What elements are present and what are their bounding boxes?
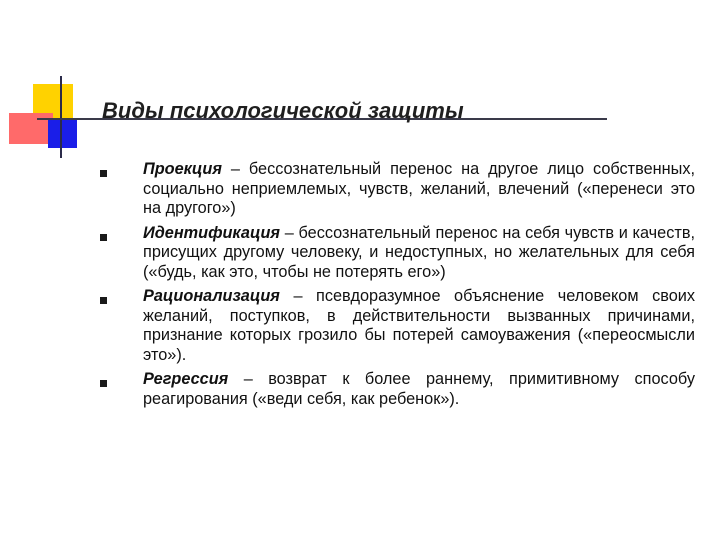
term-definition: – возврат к более раннему, примитивному способу реагирования («веди себя, как ребенок»). (143, 370, 695, 408)
slide-title: Виды психологической защиты (102, 98, 464, 123)
bullet-list (95, 160, 695, 414)
term-label: Проекция (143, 160, 222, 178)
bullet-item-regression (95, 370, 695, 409)
bullet-item-rationalization (95, 287, 695, 365)
bullet-item-projection (95, 160, 695, 219)
term-label: Рационализация (143, 287, 280, 305)
square-bullet-icon (100, 380, 107, 387)
term-label: Идентификация (143, 223, 280, 242)
term-label: Регрессия (143, 370, 229, 388)
square-bullet-icon (100, 170, 107, 177)
square-bullet-icon (100, 297, 107, 304)
bullet-item-identification (95, 224, 695, 283)
term-definition: – псевдоразумное объяснение человеком своих желаний, поступков, в действительности вызванных причинами, признание которых грозило бы потерей самоуважения («переосмысли это»). (143, 287, 695, 364)
square-bullet-icon (100, 234, 107, 241)
decor-blue-square (48, 119, 77, 148)
decor-vertical-line (60, 76, 62, 158)
term-definition: – бессознательный перенос на другое лицо собственных, социально неприемлемых, чувств, желаний, влечений («перенеси это на другого») (143, 160, 695, 217)
term-definition: – бессознательный перенос на себя чувств и качеств, присущих другому человеку, и недоступных, но желательных для себя («будь, как это, чтобы не потерять его») (143, 223, 695, 281)
